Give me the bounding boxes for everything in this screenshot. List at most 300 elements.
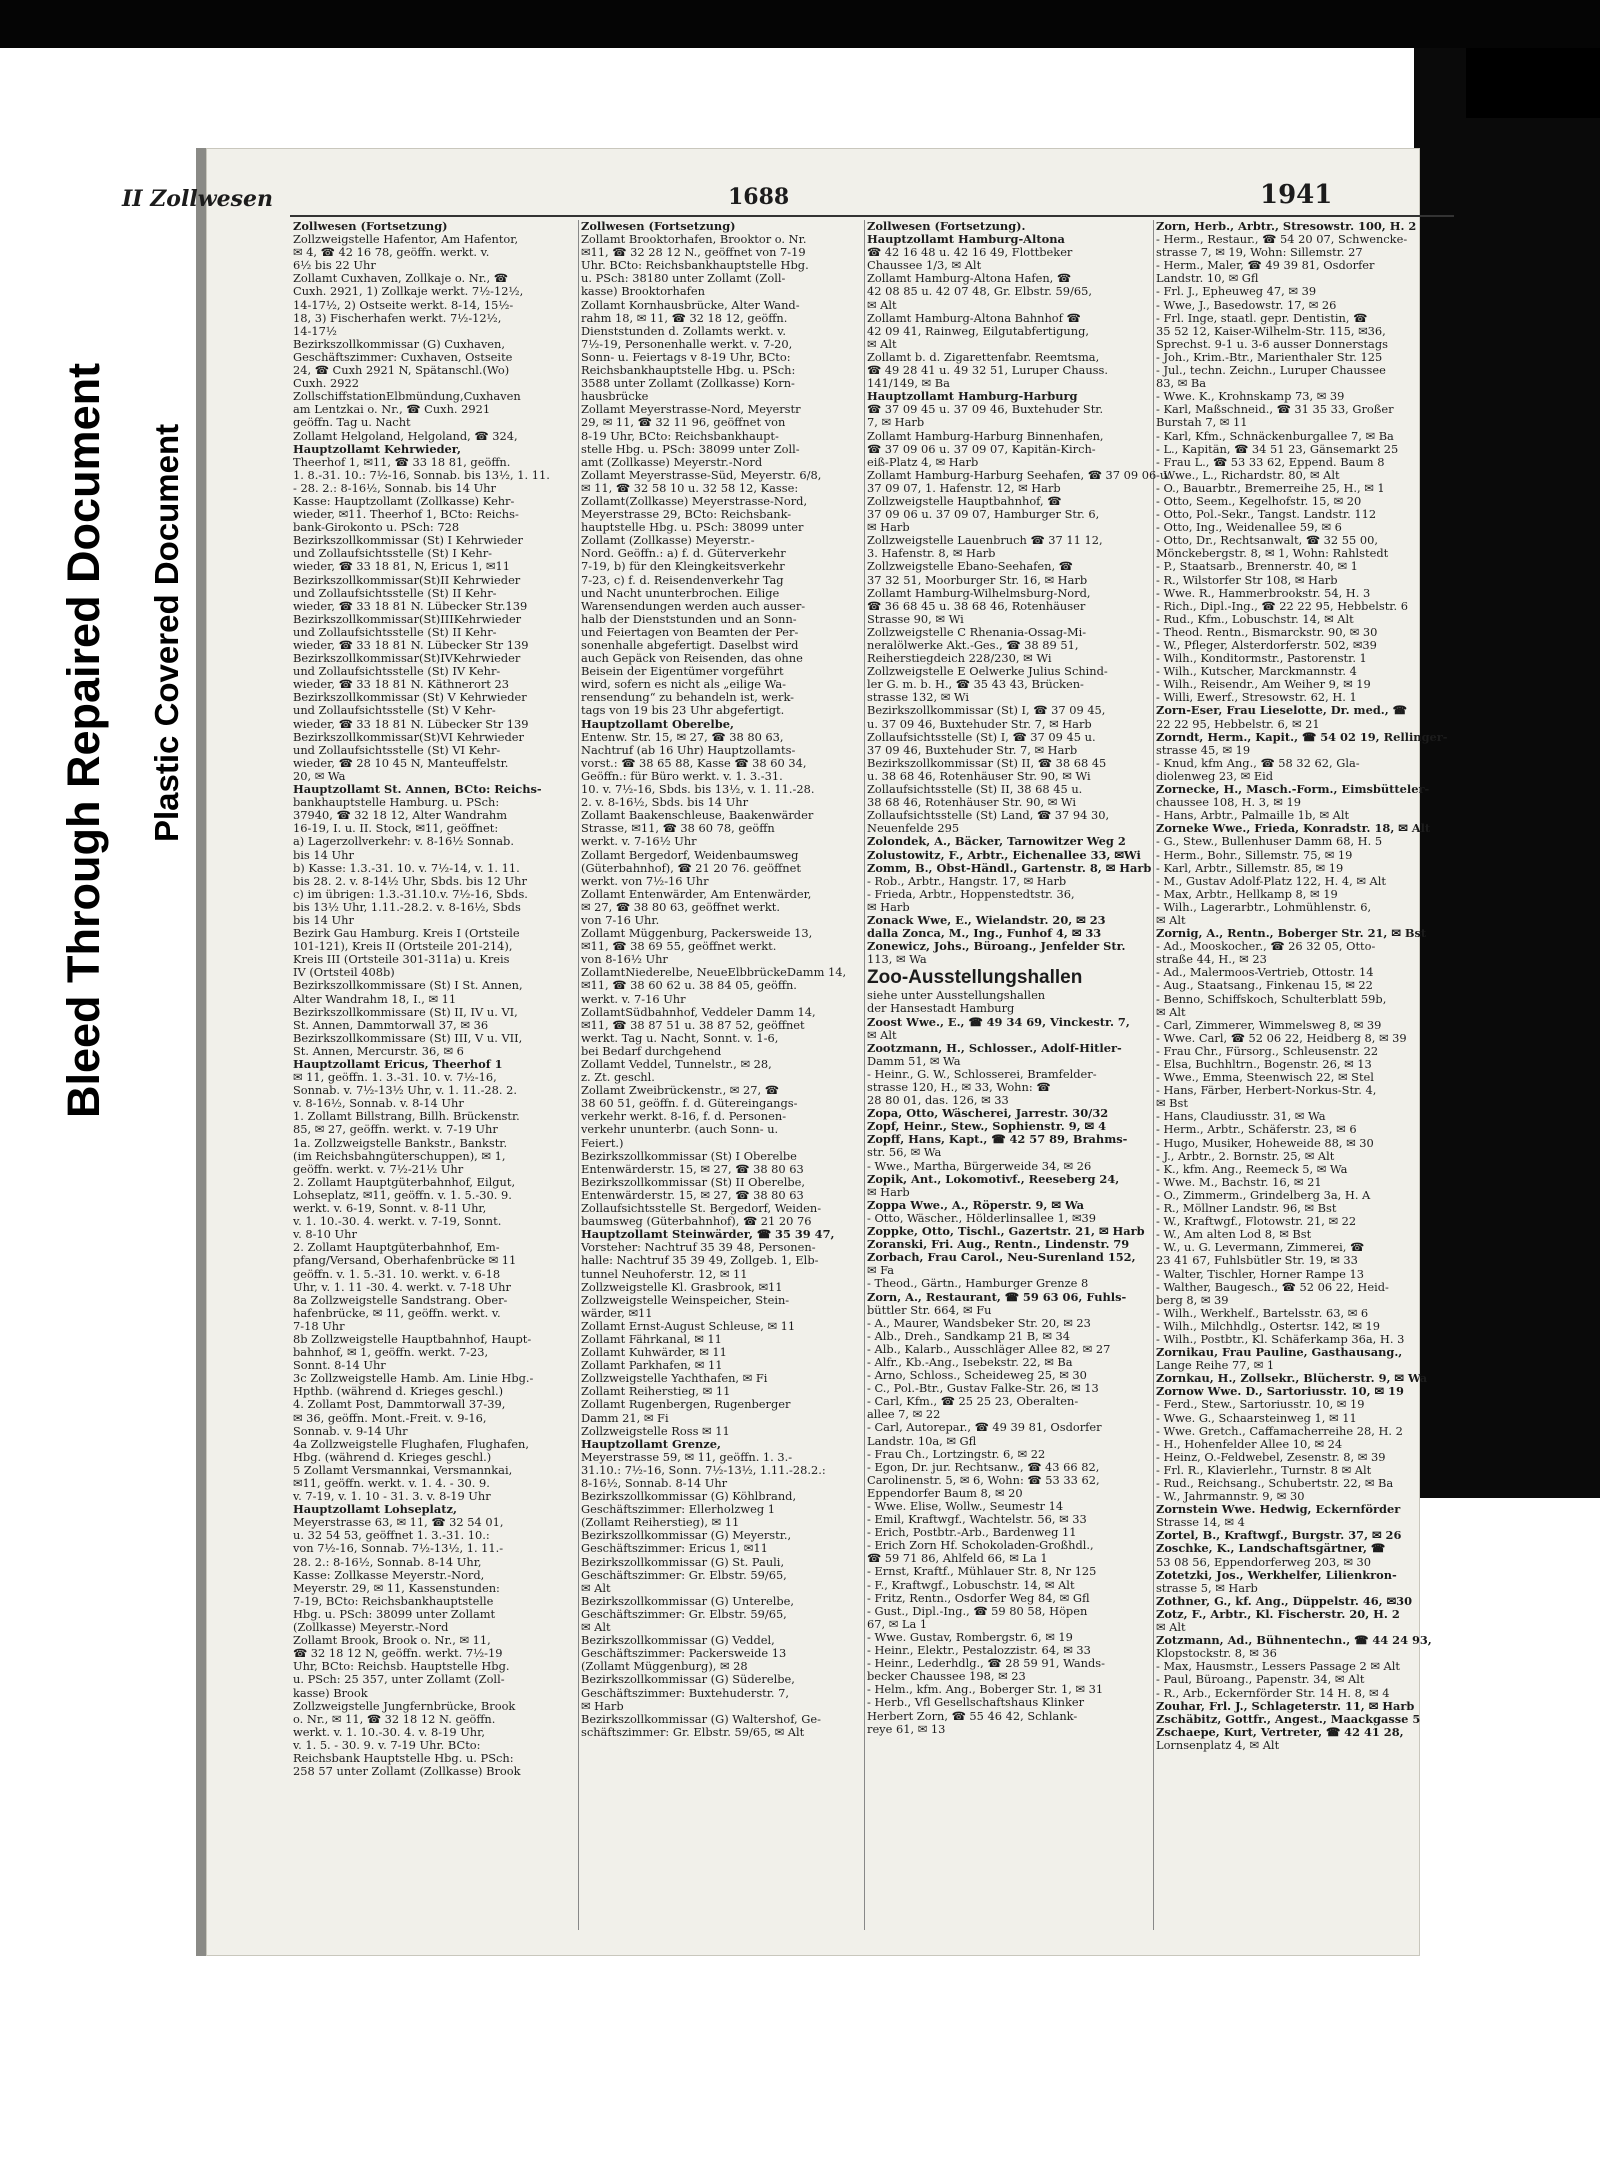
entry-line: 7-18 Uhr [293, 1319, 345, 1333]
entry-line: v. 7-19, v. 1. 10 - 31. 3. v. 8-19 Uhr [293, 1490, 491, 1504]
entry-line: - W., Pfleger, Alsterdorferstr. 502, ✉39 [1156, 639, 1377, 652]
entry-line: 35 52 12, Kaiser-Wilhelm-Str. 115, ✉36, [1156, 324, 1386, 338]
entry-line: Uhr, v. 1. 11 -30. 4. werkt. v. 7-18 Uhr [293, 1280, 511, 1294]
entry-line: Zollamt Ernst-August Schleuse, ✉ 11 [581, 1319, 796, 1333]
entry-heading: Zonack Wwe, E., Wielandstr. 20, ✉ 23 [867, 913, 1106, 927]
entry-heading: Zotz, F., Arbtr., Kl. Fischerstr. 20, H. 2 [1156, 1607, 1400, 1621]
entry-line: Lange Reihe 77, ✉ 1 [1156, 1359, 1275, 1373]
entry-line: Neuenfelde 295 [867, 822, 960, 836]
entry-line: halle: Nachtruf 35 39 49, Zollgeb. 1, Elb- [581, 1254, 819, 1268]
entry-line: Zollamt Cuxhaven, Zollkaje o. Nr., ☎ [293, 272, 508, 286]
entry-line: - Frau Ch., Lortzingstr. 6, ✉ 22 [867, 1447, 1046, 1461]
entry-line: verkehr werkt. 8-16, f. d. Personen- [581, 1110, 787, 1124]
entry-line: Entenwärderstr. 15, ✉ 27, ☎ 38 80 63 [581, 1188, 804, 1202]
entry-line: wieder, ☎ 33 18 81 N. Lübecker Str.139 [293, 599, 528, 613]
entry-line: hauptstelle Hbg. u. PSch: 38099 unter [581, 521, 804, 535]
entry-heading: Hauptzollamt St. Annen, BCto: Reichs- [293, 783, 542, 797]
entry-heading: Zollwesen (Fortsetzung) [293, 220, 448, 233]
entry-line: - Wwe. Elise, Wollw., Seumestr 14 [867, 1500, 1064, 1513]
entry-heading: Zorn, Herb., Arbtr., Stresowstr. 100, H. 2 [1156, 220, 1417, 233]
entry-line: Nachtruf (ab 16 Uhr) Hauptzollamts- [581, 743, 796, 757]
entry-line: v. 8-10 Uhr [293, 1228, 357, 1242]
entry-line: Bezirkszollkommissar (St) I Oberelbe [581, 1149, 797, 1163]
entry-line: reye 61, ✉ 13 [867, 1722, 946, 1736]
entry-line: Geschäftszimmer: Buxtehuderstr. 7, [581, 1686, 790, 1700]
entry-heading: Zopa, Otto, Wäscherei, Jarrestr. 30/32 [867, 1107, 1109, 1121]
entry-line: - Heinr., G. W., Schlosserei, Bramfelder- [867, 1067, 1097, 1081]
entry-line: ✉ Alt [867, 1028, 897, 1042]
entry-line: Zollamt Hamburg-Harburg Binnenhafen, [867, 429, 1104, 443]
entry-line: Reichsbankhauptstelle Hbg. u. PSch: [581, 364, 796, 378]
entry-line: Zollzweigstelle Ross ✉ 11 [581, 1424, 730, 1438]
entry-line: - Rich., Dipl.-Ing., ☎ 22 22 95, Hebbelstr. 6 [1156, 599, 1408, 613]
entry-line: ✉ Alt [867, 337, 897, 351]
entry-line: ✉11, ☎ 38 60 62 u. 38 84 05, geöffn. [581, 979, 797, 993]
entry-line: - Aug., Staatsang., Finkenau 15, ✉ 22 [1156, 979, 1373, 993]
entry-line: Burstah 7, ✉ 11 [1156, 416, 1248, 430]
entry-line: - M., Gustav Adolf-Platz 122, H. 4, ✉ Alt [1156, 874, 1386, 888]
entry-line: der Hansestadt Hamburg [867, 1002, 1015, 1016]
entry-line: Strasse 14, ✉ 4 [1156, 1516, 1245, 1530]
entry-line: wieder, ☎ 33 18 81, N, Ericus 1, ✉11 [293, 560, 510, 574]
entry-line: - Theod. Rentn., Bismarckstr. 90, ✉ 30 [1156, 625, 1378, 639]
entry-line: u. PSch: 38180 unter Zollamt (Zoll- [581, 272, 786, 286]
entry-line: 1a. Zollzweigstelle Bankstr., Bankstr. [293, 1136, 508, 1150]
entry-line: 101-121), Kreis II (Ortsteile 201-214), [293, 940, 513, 954]
entry-line: - Paul, Büroang., Papenstr. 34, ✉ Alt [1156, 1673, 1365, 1687]
entry-line: - Erich, Postbtr.-Arb., Bardenweg 11 [867, 1526, 1077, 1540]
entry-line: c) im übrigen: 1.3.-31.10.v. 7½-16, Sbds. [293, 887, 528, 901]
entry-line: Zollamt(Zollkasse) Meyerstrasse-Nord, [581, 494, 808, 508]
entry-line: - C., Pol.-Btr., Gustav Falke-Str. 26, ✉ 13 [867, 1382, 1099, 1396]
entry-line: Zollamt Fährkanal, ✉ 11 [581, 1332, 722, 1346]
entry-line: Zollzweigstelle Weinspeicher, Stein- [581, 1293, 790, 1307]
entry-line: strasse 5, ✉ Harb [1156, 1581, 1258, 1595]
entry-line: Geschäftszimmer: Gr. Elbstr. 59/65, [581, 1568, 787, 1582]
entry-line: und Zollaufsichtsstelle (St) II Kehr- [293, 586, 497, 600]
entry-line: - K., kfm. Ang., Reemeck 5, ✉ Wa [1156, 1162, 1348, 1176]
entry-line: Bezirkszollkommissare (St) III, V u. VII, [293, 1031, 523, 1045]
entry-line: u. 32 54 53, geöffnet 1. 3.-31. 10.: [293, 1529, 490, 1543]
entry-line: Sonn- u. Feiertags v 8-19 Uhr, BCto: [581, 350, 791, 364]
entry-line: - F., Kraftwgf., Lobuschstr. 14, ✉ Alt [867, 1578, 1075, 1592]
entry-line: 38 60 51, geöffn. f. d. Gütereingangs- [581, 1097, 798, 1111]
entry-line: ☎ 49 28 41 u. 49 32 51, Luruper Chauss. [867, 364, 1108, 378]
entry-line: Sonnt. 8-14 Uhr [293, 1359, 386, 1373]
entry-line: werkt. Tag u. Nacht, Sonnt. v. 1-6, [581, 1031, 779, 1045]
entry-line: - O., Bauarbtr., Bremerreihe 25, H., ✉ 1 [1156, 481, 1385, 495]
entry-line: Zollamt Meyerstrasse-Nord, Meyerstr [581, 403, 801, 417]
entry-line: Zollamt Kuhwärder, ✉ 11 [581, 1346, 727, 1360]
entry-line: tags von 19 bis 23 Uhr abgefertigt. [581, 704, 785, 718]
entry-line: - Heinz, O.-Feldwebel, Zesenstr. 8, ✉ 39 [1156, 1450, 1386, 1464]
entry-line: geöffn. werkt. v. 7½-21½ Uhr [293, 1162, 464, 1176]
entry-line: ✉11, ☎ 32 28 12 N., geöffnet von 7-19 [581, 246, 806, 260]
entry-line: Bezirkszollkommissar(St)IIIKehrwieder [293, 612, 522, 626]
entry-line: Sonnab. v. 7½-13½ Uhr, v. 1. 11.-28. 2. [293, 1084, 518, 1098]
entry-line: - Ad., Malermoos-Vertrieb, Ottostr. 14 [1156, 966, 1374, 980]
entry-line: Zollaufsichtsstelle (St) II, 38 68 45 u. [867, 783, 1083, 797]
entry-line: straße 44, H., ✉ 23 [1156, 953, 1267, 967]
entry-line: schäftszimmer: Gr. Elbstr. 59/65, ✉ Alt [581, 1725, 805, 1739]
entry-line: Bezirk Gau Hamburg. Kreis I (Ortsteile [293, 927, 520, 941]
entry-line: - Alb., Dreh., Sandkamp 21 B, ✉ 34 [867, 1329, 1071, 1343]
page-number: 1688 [728, 184, 790, 210]
entry-line: - Max, Hausmstr., Lessers Passage 2 ✉ Alt [1156, 1660, 1400, 1674]
entry-line: 2. Zollamt Hauptgüterbahnhof, Eilgut, [293, 1175, 516, 1189]
entry-line: Zollzweigstelle Yachthafen, ✉ Fi [581, 1372, 768, 1386]
entry-line: - Carl, Autorepar., ☎ 49 39 81, Osdorfer [867, 1421, 1102, 1435]
entry-line: 16-19, I. u. II. Stock, ✉11, geöffnet: [293, 822, 499, 836]
entry-line: Zollamt Müggenburg, Packersweide 13, [581, 927, 813, 941]
entry-line: Meyerstrasse 63, ✉ 11, ☎ 32 54 01, [293, 1516, 504, 1530]
entry-line: Zollamt Bergedorf, Weidenbaumsweg [581, 848, 799, 862]
entry-line: ✉11, ☎ 38 69 55, geöffnet werkt. [581, 940, 777, 954]
entry-line: 23 41 67, Fuhlsbütler Str. 19, ✉ 33 [1156, 1254, 1358, 1268]
entry-line: Zollamt Meyerstrasse-Süd, Meyerstr. 6/8, [581, 468, 822, 482]
entry-line: geöffn. v. 1. 5.-31. 10. werkt. v. 6-18 [293, 1267, 501, 1281]
entry-line: und Zollaufsichtsstelle (St) I Kehr- [293, 547, 493, 561]
entry-line: Uhr, BCto: Reichsb. Hauptstelle Hbg. [293, 1660, 510, 1674]
entry-line: ✉ Bst [1156, 1097, 1188, 1111]
entry-line: - Heinr., Elektr., Pestalozzistr. 64, ✉ 33 [867, 1644, 1091, 1658]
entry-line: Zollamt Parkhafen, ✉ 11 [581, 1359, 723, 1373]
entry-line: Zollzweigstelle Jungfernbrücke, Brook [293, 1699, 516, 1713]
entry-line: Zollamt Hamburg-Altona Hafen, ☎ [867, 272, 1072, 286]
entry-heading: Zornecke, H., Masch.-Form., Eimsbütteler- [1156, 783, 1430, 797]
entry-line: - Emil, Kraftwgf., Wachtelstr. 56, ✉ 33 [867, 1513, 1087, 1527]
entry-line: ✉ 4, ☎ 42 16 78, geöffn. werkt. v. [293, 246, 490, 260]
entry-line: Damm 51, ✉ Wa [867, 1054, 961, 1068]
entry-line: u. 37 09 46, Buxtehuder Str. 7, ✉ Harb [867, 717, 1092, 731]
entry-line: Zollzweigstelle Lauenbruch ☎ 37 11 12, [867, 534, 1103, 548]
entry-line: Sonnab. v. 9-14 Uhr [293, 1424, 408, 1438]
entry-line: u. 38 68 46, Rotenhäuser Str. 90, ✉ Wi [867, 769, 1091, 783]
entry-line: berg 8, ✉ 39 [1156, 1293, 1229, 1307]
entry-line: Geschäftszimmer: Gr. Elbstr. 59/65, [581, 1607, 787, 1621]
entry-line: - Frau L., ☎ 53 33 62, Eppend. Baum 8 [1156, 455, 1385, 469]
entry-line: ✉ Alt [867, 298, 897, 312]
entry-line: auch Gepäck von Reisenden, das ohne [581, 652, 803, 666]
entry-line: ✉ Fa [867, 1264, 895, 1278]
entry-line: Kasse: Hauptzollamt (Zollkasse) Kehr- [293, 494, 515, 508]
entry-line: am Lentzkai o. Nr., ☎ Cuxh. 2921 [293, 403, 491, 417]
entry-line: ☎ 42 16 48 u. 42 16 49, Flottbeker [867, 246, 1073, 260]
entry-line: - Frieda, Arbtr., Hoppenstedtstr. 36, [867, 887, 1075, 901]
entry-line: 4a Zollzweigstelle Flughafen, Flughafen, [293, 1437, 530, 1451]
entry-line: 3. Hafenstr. 8, ✉ Harb [867, 547, 996, 561]
entry-line: ✉ Alt [1156, 1621, 1186, 1635]
entry-line: 28 80 01, das. 126, ✉ 33 [867, 1094, 1009, 1108]
entry-line: ✉ Harb [867, 900, 910, 914]
entry-heading: Zoranski, Fri. Aug., Rentn., Lindenstr. 79 [867, 1238, 1130, 1252]
entry-heading: Zothner, G., kf. Ang., Düppelstr. 46, ✉30 [1156, 1594, 1413, 1608]
entry-line: Beisein der Eigentümer vorgeführt [581, 665, 784, 679]
entry-line: - Karl, Maßschneid., ☎ 31 35 33, Großer [1156, 403, 1394, 417]
entry-line: St. Annen, Dammtorwall 37, ✉ 36 [293, 1018, 489, 1032]
entry-line: ✉ Harb [581, 1699, 624, 1713]
entry-line: IV (Ortsteil 408b) [293, 966, 395, 980]
entry-line: Bezirkszollkommissar (G) Unterelbe, [581, 1594, 794, 1608]
entry-line: werkt. v. 1. 10.-30. 4. v. 8-19 Uhr, [293, 1725, 485, 1739]
entry-line: ☎ 59 71 86, Ahlfeld 66, ✉ La 1 [867, 1552, 1048, 1566]
entry-line: v. 1. 10.-30. 4. werkt. v. 7-19, Sonnt. [293, 1215, 502, 1229]
entry-heading: Hauptzollamt Grenze, [581, 1437, 721, 1451]
entry-line: tunnel Neuhoferstr. 12, ✉ 11 [581, 1267, 748, 1281]
entry-line: von 7-16 Uhr. [581, 913, 660, 927]
text-column-3 [867, 220, 1173, 1920]
entry-line: bei Bedarf durchgehend [581, 1044, 722, 1058]
entry-line: - Wilh., Lagerarbtr., Lohmühlenstr. 6, [1156, 900, 1372, 914]
entry-line: Feiert.) [581, 1136, 624, 1150]
entry-line: ✉ 36, geöffn. Mont.-Freit. v. 9-16, [293, 1411, 487, 1425]
entry-line: 22 22 95, Hebbelstr. 6, ✉ 21 [1156, 717, 1320, 731]
entry-heading: Hauptzollamt Oberelbe, [581, 717, 734, 731]
entry-heading: Zopf, Heinr., Stew., Sophienstr. 9, ✉ 4 [867, 1120, 1106, 1134]
entry-line: Zollamt Brooktorhafen, Brooktor o. Nr. [581, 233, 807, 247]
entry-line: allee 7, ✉ 22 [867, 1408, 941, 1422]
entry-line: - Wilh., Postbtr., Kl. Schäferkamp 36a, H. 3 [1156, 1332, 1405, 1346]
entry-line: ZollamtSüdbahnhof, Veddeler Damm 14, [581, 1005, 816, 1019]
plastic-covered-label: Plastic Covered Document [148, 423, 185, 842]
entry-heading: Zorn-Eser, Frau Lieselotte, Dr. med., ☎ [1156, 704, 1407, 718]
entry-line: 1. 8.-31. 10.: 7½-16, Sonnab. bis 13½, 1. 11. [293, 468, 550, 482]
entry-line: ✉ Alt [1156, 913, 1186, 927]
section-title: II Zollwesen [122, 186, 274, 212]
entry-line: Chaussee 1/3, ✉ Alt [867, 259, 982, 273]
entry-line: 8b Zollzweigstelle Hauptbahnhof, Haupt- [293, 1332, 532, 1346]
entry-line: Sprechst. 9-1 u. 3-6 ausser Donnerstags [1156, 337, 1388, 351]
entry-line: und Nacht ununterbrochen. Eilige [581, 586, 780, 600]
entry-line: - W., Jahrmannstr. 9, ✉ 30 [1156, 1490, 1305, 1504]
entry-line: (Güterbahnhof), ☎ 21 20 76. geöffnet [581, 861, 801, 875]
entry-line: - Gust., Dipl.-Ing., ☎ 59 80 58, Höpen [867, 1604, 1088, 1618]
entry-line: - Otto, Pol.-Sekr., Tangst. Landstr. 112 [1156, 508, 1377, 522]
entry-line: bis 13½ Uhr, 1.11.-28.2. v. 8-16½, Sbds [293, 900, 521, 914]
entry-line: Geschäftszimmer: Ellerholzweg 1 [581, 1503, 775, 1517]
entry-line: - Hans, Claudiusstr. 31, ✉ Wa [1156, 1110, 1326, 1124]
entry-line: 37940, ☎ 32 18 12, Alter Wandrahm [293, 809, 508, 823]
entry-line: ✉11, geöffn. werkt. v. 1. 4. - 30. 9. [293, 1477, 490, 1490]
entry-line: Bezirkszollkommissar (G) Süderelbe, [581, 1673, 795, 1687]
entry-line: ✉ Harb [867, 521, 910, 535]
entry-line: - Wwe. Gretch., Caffamacherreihe 28, H. 2 [1156, 1424, 1403, 1438]
entry-line: - Walther, Baugesch., ☎ 52 06 22, Heid- [1156, 1280, 1389, 1294]
entry-line: Lohseplatz, ✉11, geöffn. v. 1. 5.-30. 9. [293, 1188, 512, 1202]
entry-line: - Wwe. M., Bachstr. 16, ✉ 21 [1156, 1175, 1322, 1189]
entry-line: Bezirkszollkommissar (G) Köhlbrand, [581, 1490, 797, 1504]
entry-line: Dienststunden d. Zollamts werkt. v. [581, 324, 786, 338]
entry-line: werkt. v. 7-16½ Uhr [581, 835, 697, 849]
entry-line: - A., Maurer, Wandsbeker Str. 20, ✉ 23 [867, 1316, 1091, 1330]
entry-line: Zollaufsichtsstelle (St) I, ☎ 37 09 45 u. [867, 730, 1096, 744]
entry-line: bis 14 Uhr [293, 848, 354, 862]
entry-line: chaussee 108, H. 3, ✉ 19 [1156, 796, 1301, 810]
entry-line: ler G. m. b. H., ☎ 35 43 43, Brücken- [867, 678, 1084, 692]
entry-line: 37 32 51, Moorburger Str. 16, ✉ Harb [867, 573, 1088, 587]
entry-line: 37 09 07, 1. Hafenstr. 12, ✉ Harb [867, 481, 1061, 495]
entry-line: strasse 132, ✉ Wi [867, 691, 970, 705]
entry-line: - Karl, Arbtr., Sillemstr. 85, ✉ 19 [1156, 861, 1344, 875]
entry-line: 8-16½, Sonnab. 8-14 Uhr [581, 1477, 728, 1490]
entry-line: Vorsteher: Nachtruf 35 39 48, Personen- [581, 1241, 816, 1255]
entry-line: - Wwe. R., Hammerbrookstr. 54, H. 3 [1156, 586, 1371, 600]
entry-line: Bezirkszollkommissar (G) Veddel, [581, 1634, 775, 1648]
entry-line: Carolinenstr. 5, ✉ 6, Wohn: ☎ 53 33 62, [867, 1473, 1100, 1487]
entry-line: - P., Staatsarb., Brennerstr. 40, ✉ 1 [1156, 560, 1358, 574]
entry-line: Bezirkszollkommissar (St) I Kehrwieder [293, 534, 523, 548]
entry-heading: Zortel, B., Kraftwgf., Burgstr. 37, ✉ 26 [1156, 1529, 1402, 1543]
entry-line: Zollaufsichtsstelle St. Bergedorf, Weiden- [581, 1202, 822, 1216]
entry-line: - Wilh., Konditormstr., Pastorenstr. 1 [1156, 652, 1367, 666]
entry-line: Zollzweigstelle C Rhenania-Ossag-Mi- [867, 625, 1087, 639]
entry-line: Zollamt Hamburg-Altona Bahnhof ☎ [867, 311, 1081, 325]
entry-line: Nord. Geöffn.: a) f. d. Güterverkehr [581, 547, 786, 561]
entry-line: Bezirkszollkommissar (St) II, ☎ 38 68 45 [867, 756, 1107, 770]
entry-line: - Wwe. Carl, ☎ 52 06 22, Heidberg 8, ✉ 39 [1156, 1031, 1407, 1045]
entry-line: bank-Girokonto u. PSch: 728 [293, 521, 460, 535]
entry-line: und Feiertagen von Beamten der Per- [581, 625, 799, 639]
entry-line: Zollzweigstelle E Oelwerke Julius Schind- [867, 665, 1108, 679]
entry-heading: Zollwesen (Fortsetzung). [867, 220, 1026, 233]
entry-line: ✉ 11, geöffn. 1. 3.-31. 10. v. 7½-16, [293, 1071, 497, 1085]
entry-heading: Zotzmann, Ad., Bühnentechn., ☎ 44 24 93, [1156, 1634, 1432, 1648]
entry-line: Kasse: Zollkasse Meyerstr.-Nord, [293, 1568, 485, 1582]
entry-line: ☎ 32 18 12 N, geöffn. werkt. 7½-19 [293, 1647, 503, 1661]
entry-heading: Zornkau, H., Zollsekr., Blücherstr. 9, ✉ Wa [1156, 1372, 1428, 1386]
entry-line: 3c Zollzweigstelle Hamb. Am. Linie Hbg.- [293, 1372, 534, 1386]
entry-heading: Hauptzollamt Lohseplatz, [293, 1503, 457, 1517]
entry-line: bis 14 Uhr [293, 913, 354, 927]
entry-line: ✉ Alt [581, 1581, 611, 1595]
entry-line: Geschäftszimmer: Packersweide 13 [581, 1647, 787, 1661]
entry-line: Meyerstr. 29, ✉ 11, Kassenstunden: [293, 1581, 500, 1595]
entry-line: Zollamt Zweibrückenstr., ✉ 27, ☎ [581, 1084, 779, 1098]
entry-line: Entenw. Str. 15, ✉ 27, ☎ 38 80 63, [581, 730, 784, 744]
entry-line: - W., u. G. Levermann, Zimmerei, ☎ [1156, 1241, 1365, 1255]
entry-line: strasse 45, ✉ 19 [1156, 743, 1251, 757]
entry-line: - Herm., Maler, ☎ 49 39 81, Osdorfer [1156, 259, 1375, 273]
entry-line: wieder, ☎ 33 18 81 N. Käthnerort 23 [293, 678, 509, 692]
entry-heading: Zorneke Wwe., Frieda, Konradstr. 18, ✉ Alt [1156, 822, 1431, 836]
entry-line: - W., Kraftwgf., Flotowstr. 21, ✉ 22 [1156, 1215, 1357, 1229]
entry-line: von 8-16½ Uhr [581, 953, 668, 967]
entry-line: - R., Möllner Landstr. 96, ✉ Bst [1156, 1202, 1337, 1216]
entry-line: - Theod., Gärtn., Hamburger Grenze 8 [867, 1277, 1089, 1291]
entry-line: wieder, ☎ 33 18 81 N. Lübecker Str 139 [293, 639, 529, 652]
entry-heading: Zoppa Wwe., A., Röperstr. 9, ✉ Wa [867, 1198, 1085, 1212]
entry-line: - Frl. R., Klavierlehr., Turnstr. 8 ✉ Alt [1156, 1463, 1372, 1477]
entry-line: Uhr. BCto: Reichsbankhauptstelle Hbg. [581, 259, 809, 273]
entry-line: 7½-19, Personenhalle werkt. v. 7-20, [581, 337, 793, 351]
entry-line: Alter Wandrahm 18, I., ✉ 11 [293, 992, 457, 1006]
entry-line: - Frl. J., Epheuweg 47, ✉ 39 [1156, 285, 1317, 299]
entry-heading: Zotetzki, Jos., Werkhelfer, Lilienkron- [1156, 1568, 1397, 1582]
entry-line: Eppendorfer Baum 8, ✉ 20 [867, 1486, 1023, 1500]
entry-line: - Benno, Schiffskoch, Schulterblatt 59b, [1156, 992, 1387, 1006]
entry-line: 20, ✉ Wa [293, 769, 346, 783]
entry-line: Kreis III (Ortsteile 301-311a) u. Kreis [293, 953, 510, 967]
entry-line: 2. v. 8-16½, Sbds. bis 14 Uhr [581, 796, 749, 810]
entry-line: - Carl, Zimmerer, Wimmelsweg 8, ✉ 39 [1156, 1018, 1382, 1032]
entry-line: 37 09 06 u. 37 09 07, Hamburger Str. 6, [867, 508, 1100, 522]
entry-heading: Zolustowitz, F., Arbtr., Eichenallee 33, ✉Wi [867, 848, 1141, 862]
entry-line: Strasse, ✉11, ☎ 38 60 78, geöffn [581, 822, 775, 836]
entry-heading: Zopff, Hans, Kapt., ☎ 42 57 89, Brahms- [867, 1133, 1128, 1147]
entry-line: 37 09 46, Buxtehuder Str. 7, ✉ Harb [867, 743, 1078, 757]
entry-heading: Zopik, Ant., Lokomotivf., Reeseberg 24, [867, 1172, 1120, 1186]
entry-line: ✉ 27, ☎ 38 80 63, geöffnet werkt. [581, 900, 780, 914]
entry-line: Bezirkszollkommissar(St)VI Kehrwieder [293, 730, 524, 744]
entry-line: wieder, ☎ 28 10 45 N, Manteuffelstr. [293, 756, 509, 770]
entry-line: Cuxh. 2921, 1) Zollkaje werkt. 7½-12½, [293, 285, 524, 299]
entry-line: bahnhof, ✉ 1, geöffn. werkt. 7-23, [293, 1346, 489, 1360]
entry-line: Geöffn.: für Büro werkt. v. 1. 3.-31. [581, 769, 783, 783]
entry-heading: Zschäbitz, Gottfr., Angest., Maackgasse 5 [1156, 1712, 1421, 1726]
entry-line: Strasse 90, ✉ Wi [867, 612, 964, 626]
entry-line: Herbert Zorn, ☎ 55 46 42, Schlank- [867, 1709, 1078, 1723]
entry-heading: Hauptzollamt Ericus, Theerhof 1 [293, 1058, 503, 1071]
entry-line: str. 56, ✉ Wa [867, 1146, 942, 1160]
entry-line: amt (Zollkasse) Meyerstr.-Nord [581, 455, 763, 469]
entry-line: Zollamt b. d. Zigarettenfabr. Reemtsma, [867, 350, 1100, 364]
entry-line: geöffn. Tag u. Nacht [293, 416, 411, 430]
entry-line: Reichsbank Hauptstelle Hbg. u. PSch: [293, 1751, 514, 1765]
entry-line: - Heinr., Lederhdlg., ☎ 28 59 91, Wands- [867, 1657, 1105, 1671]
entry-line: 42 09 41, Rainweg, Eilgutabfertigung, [867, 324, 1089, 338]
entry-heading: Zoo-Ausstellungshallen [867, 967, 1083, 989]
entry-heading: Zouhar, Frl. J., Schlageterstr. 11, ✉ Harb [1156, 1699, 1415, 1713]
entry-line: Bezirkszollkommissar (G) St. Pauli, [581, 1555, 785, 1569]
entry-line: pfang/Versand, Oberhafenbrücke ✉ 11 [293, 1254, 517, 1268]
entry-line: - Wilh., Reisendr., Am Weiher 9, ✉ 19 [1156, 678, 1371, 692]
entry-line: verkehr ununterbr. (auch Sonn- u. [581, 1123, 779, 1137]
entry-line: a) Lagerzollverkehr: v. 8-16½ Sonnab. [293, 835, 514, 849]
entry-line: - Walter, Tischler, Horner Rampe 13 [1156, 1267, 1364, 1281]
entry-line: - Joh., Krim.-Btr., Marienthaler Str. 125 [1156, 350, 1383, 364]
entry-line: eiß-Platz 4, ✉ Harb [867, 455, 979, 469]
entry-heading: Zorndt, Herm., Kapit., ☎ 54 02 19, Rellinger- [1156, 730, 1448, 744]
scan-border-corner [1466, 48, 1600, 118]
entry-line: - Wilh., Werkhelf., Bartelsstr. 63, ✉ 6 [1156, 1306, 1369, 1320]
entry-line: Zollamt Hamburg-Harburg Seehafen, ☎ 37 09 06 u. [867, 468, 1171, 482]
entry-line: - Otto, Wäscher., Hölderlinsallee 1, ✉39 [867, 1211, 1097, 1225]
entry-line: ✉11, ☎ 38 87 51 u. 38 87 52, geöffnet [581, 1018, 805, 1032]
entry-line: Cuxh. 2922 [293, 377, 360, 391]
page-header [104, 176, 1384, 212]
entry-line: Geschäftszimmer: Ericus 1, ✉11 [581, 1542, 768, 1556]
entry-line: Landstr. 10, ✉ Gfl [1156, 272, 1259, 286]
entry-line: - Herm., Arbtr., Schäferstr. 23, ✉ 6 [1156, 1123, 1357, 1137]
entry-line: neralölwerke Akt.-Ges., ☎ 38 89 51, [867, 639, 1079, 652]
entry-line: Bezirkszollkommissar (G) Cuxhaven, [293, 337, 505, 351]
entry-line: - Rud., Kfm., Lobuschstr. 14, ✉ Alt [1156, 612, 1354, 626]
entry-line: v. 8-16½, Sonnab. v. 8-14 Uhr [293, 1097, 464, 1111]
entry-heading: Zollwesen (Fortsetzung) [581, 220, 736, 233]
entry-line: Zollzweigstelle Hafentor, Am Hafentor, [293, 233, 519, 247]
text-column-4 [1156, 220, 1462, 1920]
entry-line: - Otto, Ing., Weidenallee 59, ✉ 6 [1156, 521, 1342, 535]
entry-line: 4. Zollamt Post, Dammtorwall 37-39, [293, 1398, 506, 1412]
entry-line: 7-19, BCto: Reichsbankhauptstelle [293, 1594, 494, 1608]
entry-line: - J., Arbtr., 2. Bornstr. 25, ✉ Alt [1156, 1149, 1335, 1163]
entry-line: ✉ Alt [581, 1621, 611, 1635]
entry-line: - H., Hohenfelder Allee 10, ✉ 24 [1156, 1437, 1343, 1451]
entry-line: 10. v. 7½-16, Sbds. bis 13½, v. 1. 11.-28. [581, 783, 815, 797]
entry-line: - Egon, Dr. jur. Rechtsanw., ☎ 43 66 82, [867, 1460, 1100, 1474]
text-column-1 [293, 220, 599, 1920]
entry-line: 53 08 56, Eppendorferweg 203, ✉ 30 [1156, 1555, 1371, 1569]
